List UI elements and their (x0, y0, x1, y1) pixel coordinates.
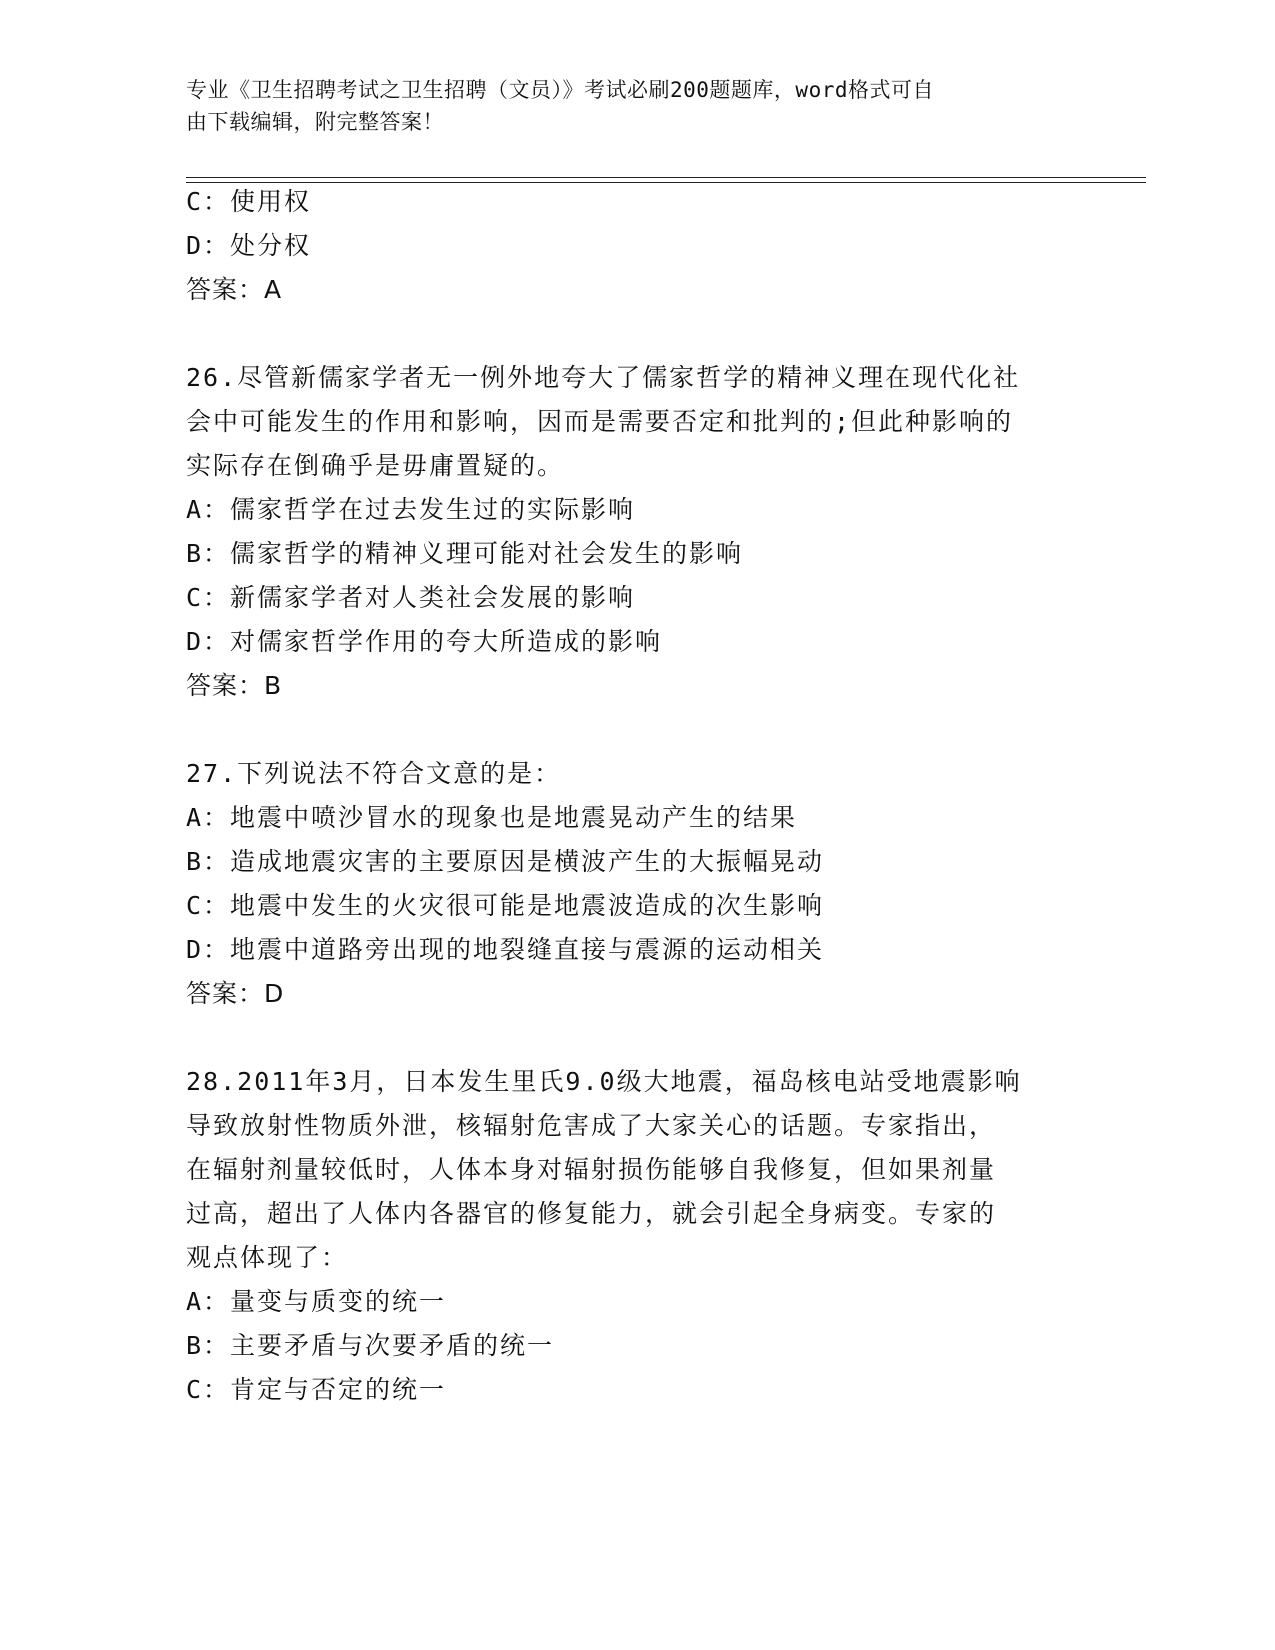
q27-option-b: B：造成地震灾害的主要原因是横波产生的大振幅晃动 (186, 847, 825, 876)
q26-answer: 答案：B (186, 671, 283, 700)
q28-stem-line-4: 过高，超出了人体内各器官的修复能力，就会引起全身病变。专家的 (186, 1199, 997, 1228)
q26-option-c: C：新儒家学者对人类社会发展的影响 (186, 583, 636, 612)
q26-option-a: A：儒家哲学在过去发生过的实际影响 (186, 495, 636, 524)
q28-stem-line-5: 观点体现了： (186, 1243, 349, 1272)
q27-option-c: C：地震中发生的火灾很可能是地震波造成的次生影响 (186, 891, 825, 920)
header-divider-top (186, 177, 1146, 178)
q27-stem: 27.下列说法不符合文意的是： (186, 759, 562, 788)
prev-answer: 答案：A (186, 275, 283, 304)
q26-option-b: B：儒家哲学的精神义理可能对社会发生的影响 (186, 539, 744, 568)
q27-option-d: D：地震中道路旁出现的地裂缝直接与震源的运动相关 (186, 935, 825, 964)
header-line-1: 专业《卫生招聘考试之卫生招聘（文员）》考试必刷200题题库，word格式可自 (186, 78, 934, 102)
q26-stem-line-1: 26.尽管新儒家学者无一例外地夸大了儒家哲学的精神义理在现代化社 (186, 363, 1021, 392)
header-line-2: 由下载编辑，附完整答案！ (186, 110, 444, 134)
prev-option-c: C：使用权 (186, 187, 312, 216)
q26-option-d: D：对儒家哲学作用的夸大所造成的影响 (186, 627, 663, 656)
q28-option-c: C：肯定与否定的统一 (186, 1375, 447, 1404)
prev-option-d: D：处分权 (186, 231, 312, 260)
q27-answer: 答案：D (186, 979, 285, 1008)
header-divider-bottom (186, 182, 1146, 183)
q28-stem-line-3: 在辐射剂量较低时，人体本身对辐射损伤能够自我修复，但如果剂量 (186, 1155, 997, 1184)
q28-stem-line-1: 28.2011年3月，日本发生里氏9.0级大地震，福岛核电站受地震影响 (186, 1067, 1022, 1096)
q28-stem-line-2: 导致放射性物质外泄，核辐射危害成了大家关心的话题。专家指出， (186, 1111, 997, 1140)
q28-option-a: A：量变与质变的统一 (186, 1287, 447, 1316)
q27-option-a: A：地震中喷沙冒水的现象也是地震晃动产生的结果 (186, 803, 798, 832)
q26-stem-line-3: 实际存在倒确乎是毋庸置疑的。 (186, 451, 565, 480)
q26-stem-line-2: 会中可能发生的作用和影响，因而是需要否定和批判的;但此种影响的 (186, 407, 1014, 436)
document-header (186, 74, 1086, 138)
q28-option-b: B：主要矛盾与次要矛盾的统一 (186, 1331, 555, 1360)
